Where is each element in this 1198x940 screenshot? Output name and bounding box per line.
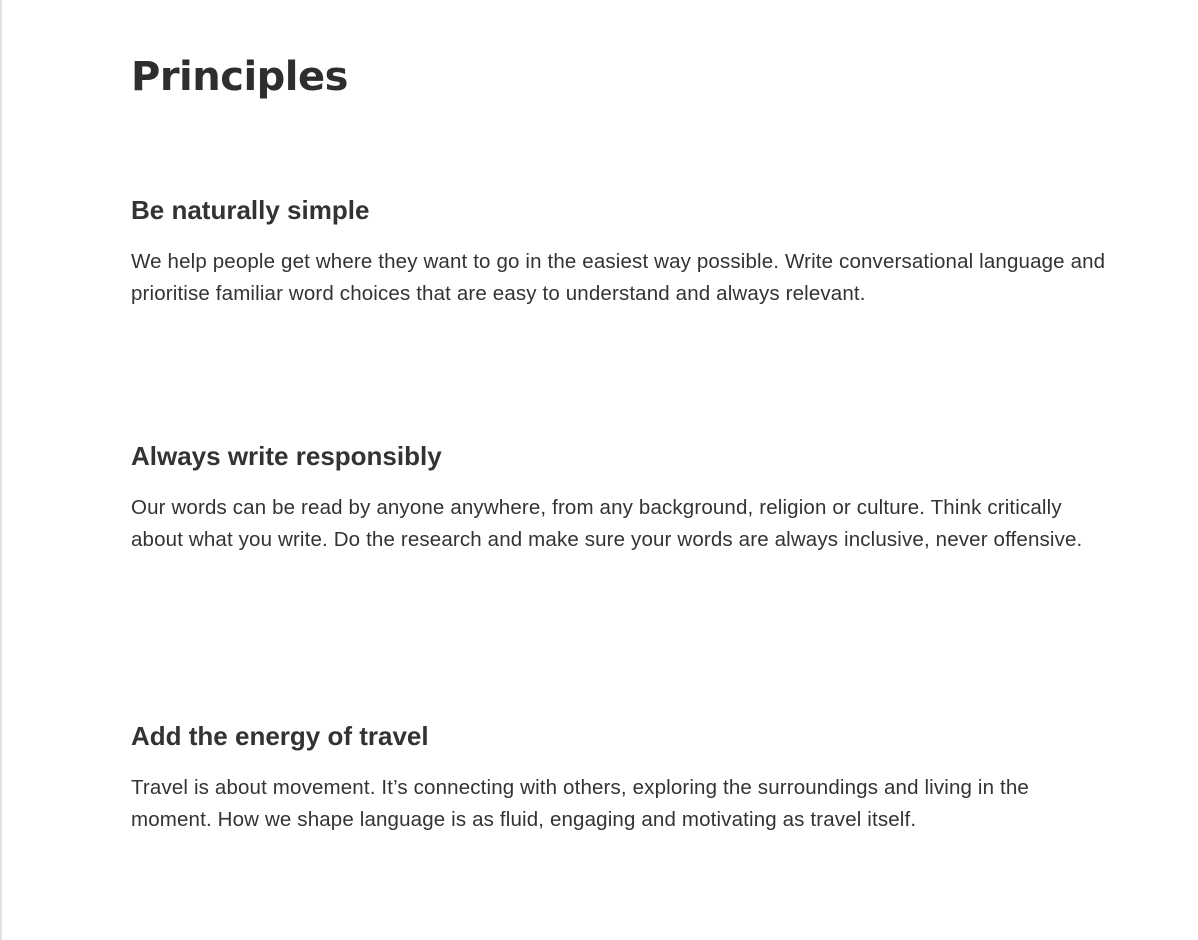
principle-heading: Always write responsibly (131, 441, 442, 471)
principle-heading: Be naturally simple (131, 195, 370, 225)
principle-body: We help people get where they want to go in the easiest way possible. Write conversational language and prioritise familiar word choices that are easy to understand and always relevant. (131, 250, 1106, 305)
principle-body: Our words can be read by anyone anywhere, from any background, religion or culture. Think critically about what you write. Do the research and make sure your words are always inclusive, never offensive. (131, 496, 1083, 551)
page-left-border (0, 0, 2, 940)
principle-section-energy-of-travel (131, 720, 1106, 836)
principle-heading: Add the energy of travel (131, 721, 429, 751)
principle-body: Travel is about movement. It’s connecting with others, exploring the surroundings and living in the moment. How we shape language is as fluid, engaging and motivating as travel itself. (131, 776, 1029, 831)
page-title: Principles (131, 54, 348, 100)
principle-section-naturally-simple (131, 194, 1106, 310)
principle-section-write-responsibly (131, 440, 1106, 556)
